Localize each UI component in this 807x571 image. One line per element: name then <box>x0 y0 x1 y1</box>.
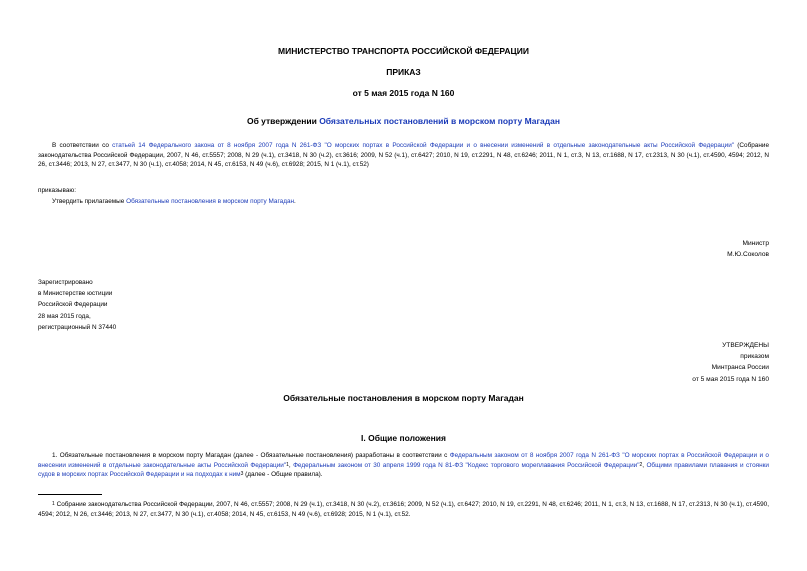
order-verb: приказываю: <box>38 187 76 194</box>
registration-line: Зарегистрировано <box>38 279 93 286</box>
doc-type-heading: ПРИКАЗ <box>386 67 421 77</box>
order-title-prefix: Об утверждении <box>246 116 320 126</box>
approved-line: УТВЕРЖДЕНЫ <box>722 342 769 349</box>
registration-line: Российской Федерации <box>38 301 108 309</box>
preamble-law-link[interactable]: статьей 14 Федерального закона от 8 ноября 2007 года N 261-ФЗ "О морских портах в Российской Федерации и о внесении изменений в отдельные законодательные акты Российской Федерации" <box>112 142 735 149</box>
p1-sep: , <box>642 461 647 469</box>
order-title <box>0 116 807 126</box>
p1-law-link-3[interactable]: Общими правилами плавания и стоянки судов в морских портах Российской Федерации и на подходах к ним <box>38 461 769 479</box>
preamble-citation: (Собрание законодательства Российской Федерации, 2007, N 46, ст.5557; 2008, N 29 (ч.1), ст.3418, N 30 (ч.2), ст.3616; 2009, N 52 (ч.1), ст.6427; 2010, N 19, ст.2291, N 48, ст.6246; 2011, N 1, ст.3, N 13, ст.1688, N 17, ст.2313, N 30 (ч.1), ст.4590, 4594; 2012, N 26, ст.3446; 2013, N 27, ст.3477, N 30 (ч.1), ст.4058; 2014, N 45, ст.6153, N 49 (ч.6), ст.6928; 2015, N 1 (ч.1), ст.52) <box>38 142 770 169</box>
p1-law-link-2[interactable]: Федеральным законом от 30 апреля 1999 года N 81-ФЗ "Кодекс торгового мореплавания Российской Федерации" <box>293 461 640 469</box>
p1-sep: , <box>288 461 294 469</box>
section-heading: I. Общие положения <box>361 433 446 443</box>
approve-paragraph <box>52 197 296 207</box>
footnote-text: Собрание законодательства Российской Федерации, 2007, N 46, ст.5557; 2008, N 29 (ч.1), ст.3418, N 30 (ч.2), ст.3616; 2009, N 52 (ч.1), ст.6427; 2010, N 19, ст.2291, N 48, ст.6246; 2011, N 1, ст.3, N 13, ст.1688, N 17, ст.2313, N 30 (ч.1), ст.4590, 4594; 2012, N 26, ст.3446; 2013, N 27, ст.3477, N 30 (ч.1), ст.4058; 2014, N 45, ст.6153, N 49 (ч.6), ст.6928; 2015, N 1 (ч.1), ст.52. <box>38 501 769 519</box>
footnote-1 <box>38 499 769 521</box>
approved-line: Минтранса России <box>711 364 769 372</box>
signature-position: Министр <box>742 240 769 247</box>
doc-date-number: от 5 мая 2015 года N 160 <box>352 88 455 98</box>
signature-block <box>727 238 769 260</box>
p1-law-link-1[interactable]: Федеральным законом от 8 ноября 2007 года N 261-ФЗ "О морских портах в Российской Федерации и о внесении изменений в отдельные законодательные акты Российской Федерации" <box>38 452 769 469</box>
approve-end: . <box>294 198 296 205</box>
annex-title: Обязательные постановления в морском порту Магадан <box>283 393 524 403</box>
order-title-link[interactable]: Обязательных постановлений в морском порту Магадан <box>319 116 561 126</box>
registration-line: регистрационный N 37440 <box>38 323 117 331</box>
approve-lead: Утвердить прилагаемые <box>52 198 127 205</box>
p1-footnote-ref[interactable]: 3 <box>240 471 244 478</box>
approved-line: от 5 мая 2015 года N 160 <box>692 375 769 383</box>
approved-line: приказом <box>740 353 769 361</box>
p1-footnote-ref[interactable]: 2 <box>639 461 643 468</box>
registration-line: в Министерстве юстиции <box>38 290 113 298</box>
section1-paragraph1 <box>38 451 769 480</box>
approved-block <box>692 340 769 385</box>
p1-footnote-ref[interactable]: 1 <box>286 461 289 468</box>
approve-link[interactable]: Обязательные постановления в морском порту Магадан <box>126 198 295 205</box>
footnote-number: 1 <box>52 501 55 507</box>
preamble-paragraph <box>38 141 769 170</box>
preamble-lead: В соответствии со <box>52 142 113 149</box>
footnote-divider <box>38 494 102 495</box>
registration-line: 28 мая 2015 года, <box>38 312 91 320</box>
p1-end: (далее - Общие правила). <box>243 471 323 479</box>
signature-name: М.Ю.Соколов <box>727 251 769 259</box>
registration-block <box>38 277 116 333</box>
p1-lead: 1. Обязательные постановления в морском порту Магадан (далее - Обязательные постановления) разработаны в соответствии с <box>52 452 450 459</box>
ministry-heading: МИНИСТЕРСТВО ТРАНСПОРТА РОССИЙСКОЙ ФЕДЕРАЦИИ <box>278 46 529 56</box>
